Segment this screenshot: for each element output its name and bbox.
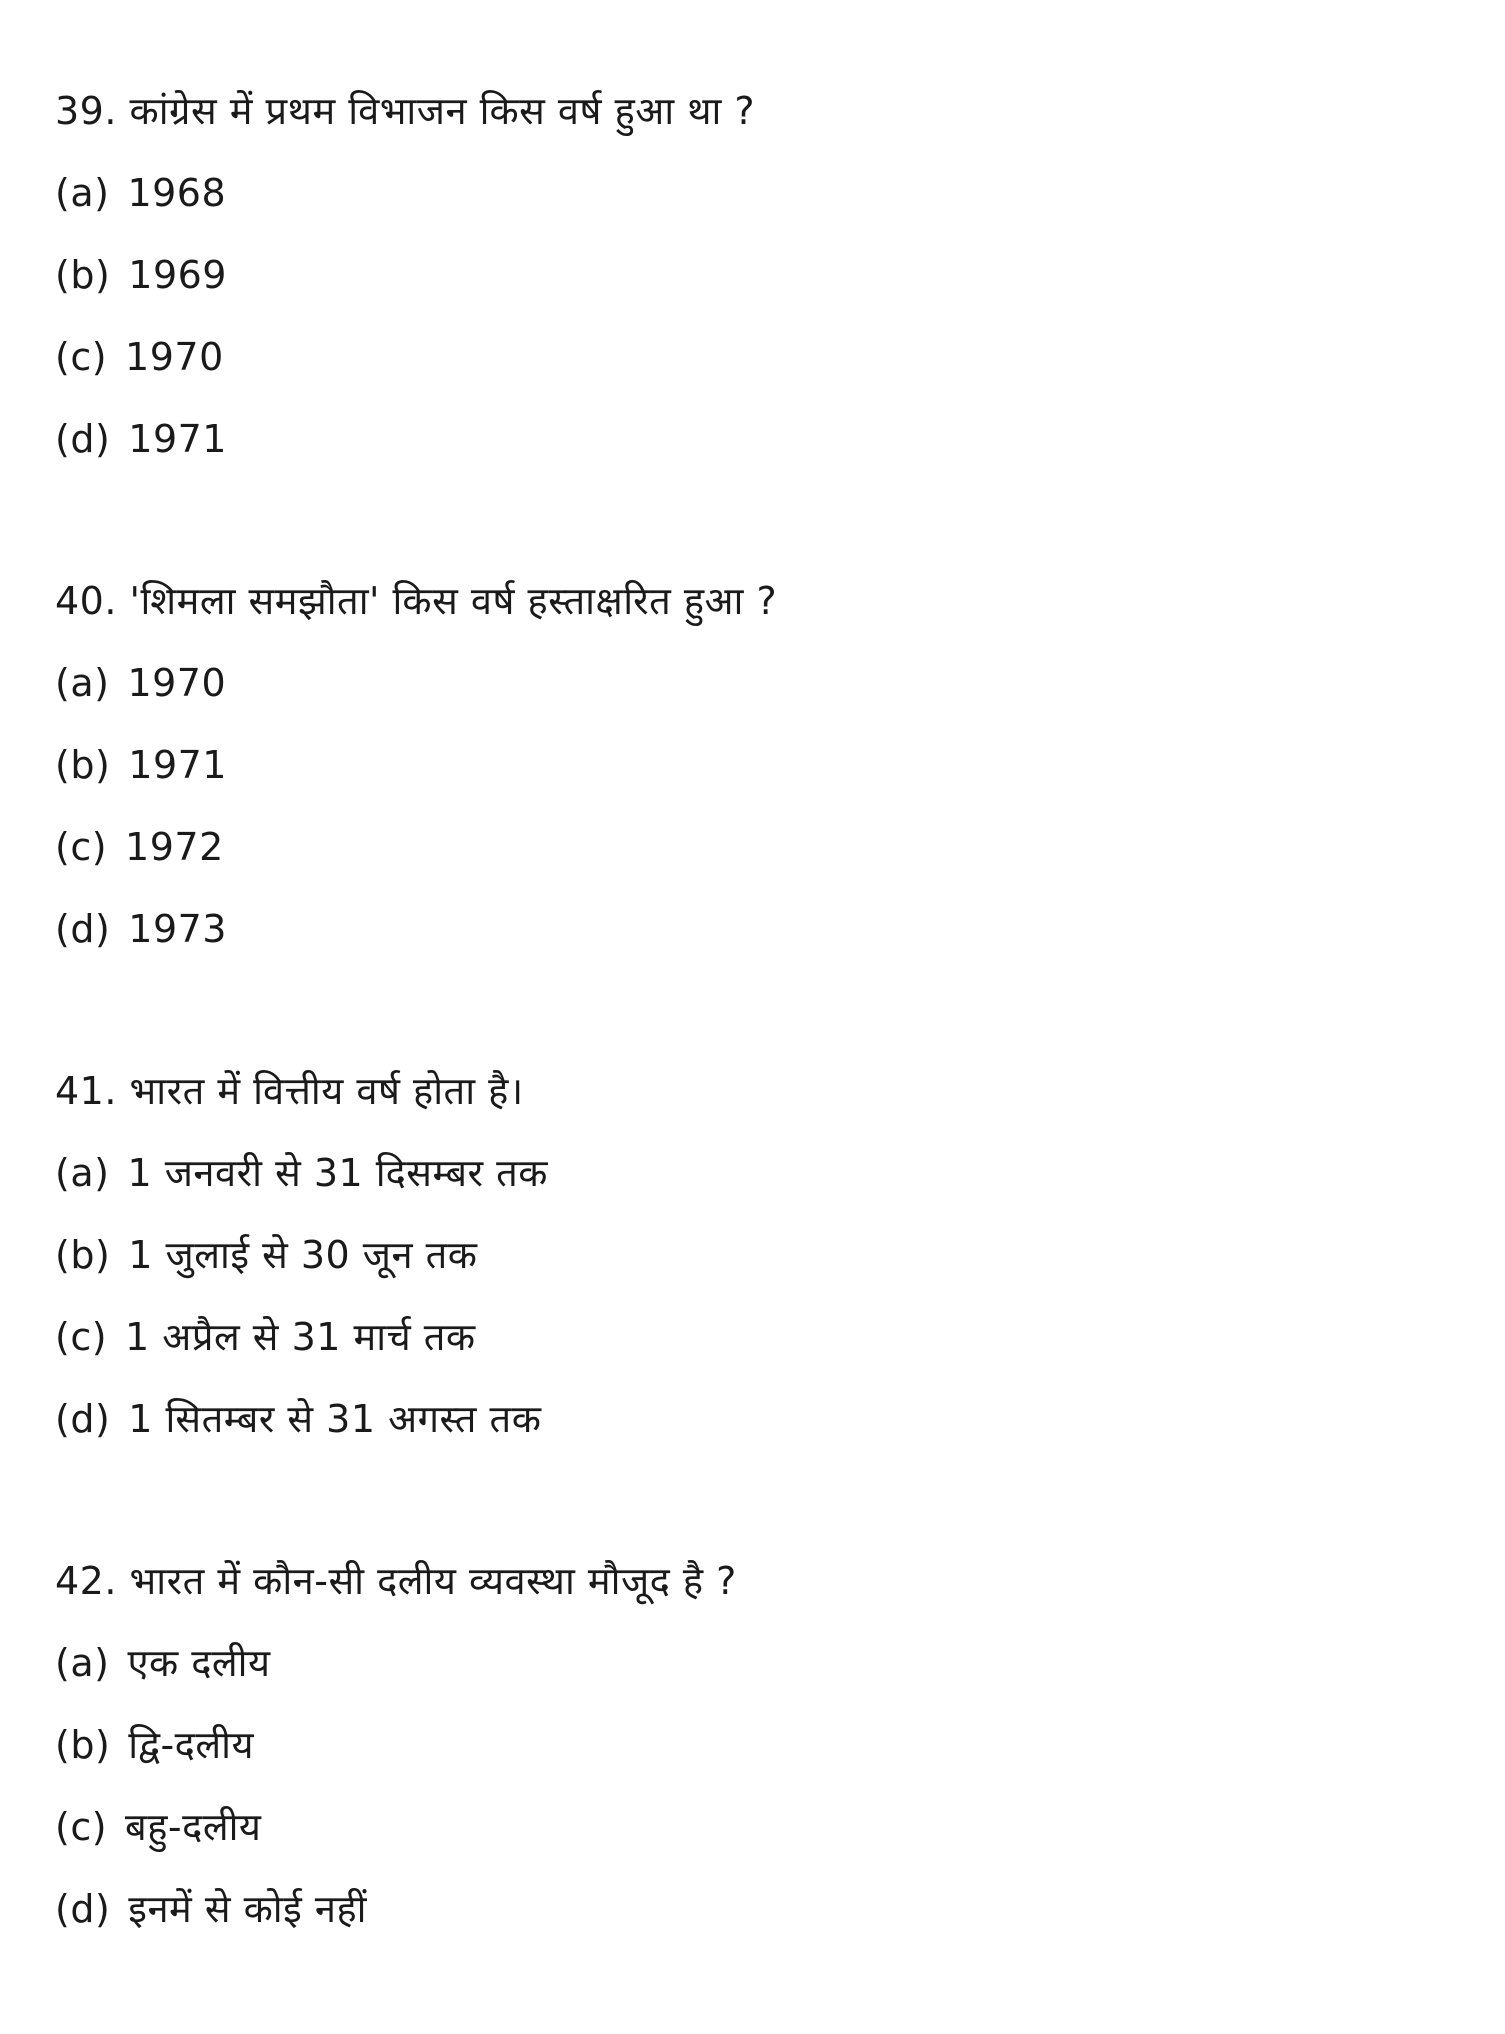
- option-text: 1970: [127, 661, 227, 705]
- option-label: (a): [55, 1151, 110, 1195]
- question-text: 39. कांग्रेस में प्रथम विभाजन किस वर्ष हुआ था ?: [55, 89, 756, 133]
- option-a: [55, 152, 1455, 234]
- option-text: 1 जनवरी से 31 दिसम्बर तक: [127, 1151, 548, 1195]
- option-label: (c): [55, 1805, 108, 1849]
- question-text: 42. भारत में कौन-सी दलीय व्यवस्था मौजूद है ?: [55, 1559, 737, 1603]
- option-text: 1 अप्रैल से 31 मार्च तक: [125, 1315, 476, 1359]
- option-c: [55, 1296, 1455, 1378]
- option-b: [55, 1214, 1455, 1296]
- option-label: (d): [55, 1887, 111, 1931]
- option-label: (b): [55, 1723, 111, 1767]
- option-label: (b): [55, 743, 111, 787]
- option-c: [55, 316, 1455, 398]
- option-text: द्वि-दलीय: [128, 1723, 255, 1767]
- option-text: 1 जुलाई से 30 जून तक: [128, 1233, 478, 1277]
- option-d: [55, 888, 1455, 970]
- option-b: [55, 1704, 1455, 1786]
- question-text: 40. 'शिमला समझौता' किस वर्ष हस्ताक्षरित हुआ ?: [55, 579, 778, 623]
- option-b: [55, 724, 1455, 806]
- option-a: [55, 642, 1455, 724]
- question-page: [55, 70, 1455, 2030]
- question-42: [55, 1540, 1455, 1950]
- option-text: 1973: [128, 907, 227, 951]
- option-label: (a): [55, 1641, 110, 1685]
- option-d: [55, 1868, 1455, 1950]
- option-d: [55, 398, 1455, 480]
- option-text: इनमें से कोई नहीं: [128, 1887, 367, 1931]
- question-39: [55, 70, 1455, 480]
- option-label: (c): [55, 335, 108, 379]
- option-label: (d): [55, 417, 111, 461]
- option-text: 1972: [125, 825, 224, 869]
- question-text: 41. भारत में वित्तीय वर्ष होता है।: [55, 1069, 524, 1113]
- option-label: (a): [55, 171, 110, 215]
- option-label: (d): [55, 1397, 111, 1441]
- option-label: (c): [55, 1315, 108, 1359]
- option-c: [55, 1786, 1455, 1868]
- option-b: [55, 234, 1455, 316]
- option-c: [55, 806, 1455, 888]
- question-41: [55, 1050, 1455, 1460]
- option-text: 1971: [128, 743, 227, 787]
- option-label: (b): [55, 1233, 111, 1277]
- option-a: [55, 1622, 1455, 1704]
- option-text: 1 सितम्बर से 31 अगस्त तक: [128, 1397, 542, 1441]
- option-text: एक दलीय: [127, 1641, 271, 1685]
- option-text: 1969: [128, 253, 227, 297]
- option-text: 1971: [128, 417, 227, 461]
- question-40: [55, 560, 1455, 970]
- option-text: 1968: [127, 171, 227, 215]
- option-label: (c): [55, 825, 108, 869]
- option-label: (b): [55, 253, 111, 297]
- option-d: [55, 1378, 1455, 1460]
- option-text: 1970: [125, 335, 224, 379]
- option-a: [55, 1132, 1455, 1214]
- option-label: (a): [55, 661, 110, 705]
- option-label: (d): [55, 907, 111, 951]
- option-text: बहु-दलीय: [125, 1805, 262, 1849]
